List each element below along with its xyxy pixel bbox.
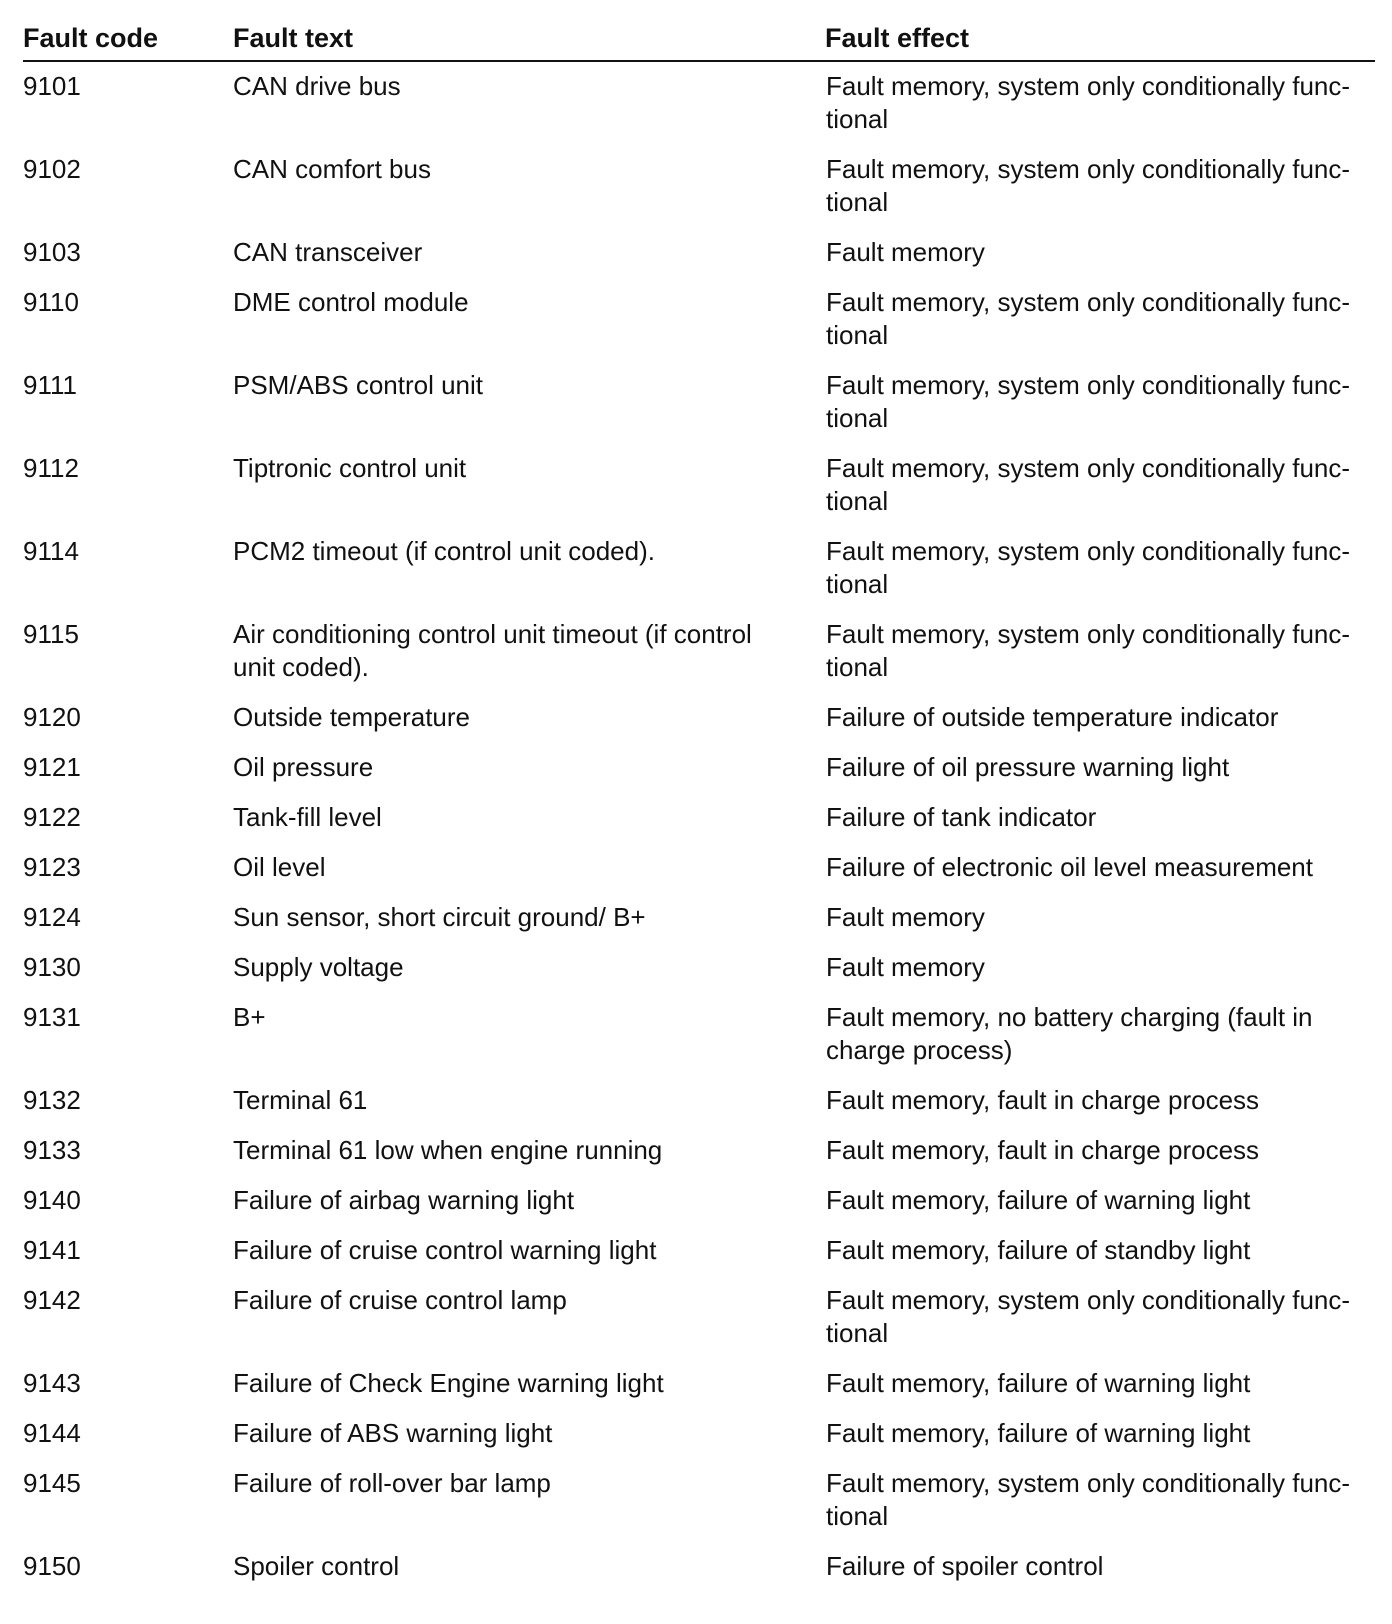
fault-code-cell: 9122 xyxy=(23,802,81,832)
table-row xyxy=(23,943,1375,993)
header-fault-code: Fault code xyxy=(23,23,159,53)
fault-effect-cell xyxy=(826,535,1371,601)
fault-code-cell: 9112 xyxy=(23,453,79,483)
fault-text-cell xyxy=(233,1550,803,1583)
fault-text-line: Failure of Check Engine warning light xyxy=(233,1368,664,1398)
fault-effect-line: tional xyxy=(826,1318,889,1348)
fault-code-cell: 9101 xyxy=(23,71,81,101)
fault-text-line: PSM/ABS control unit xyxy=(233,370,483,400)
fault-text-cell xyxy=(233,236,803,269)
fault-text-line: CAN transceiver xyxy=(233,237,423,267)
table-row xyxy=(23,893,1375,943)
fault-text-cell xyxy=(233,618,803,684)
fault-effect-line: tional xyxy=(826,486,889,516)
fault-text-line: Tank-fill level xyxy=(233,802,382,832)
fault-text-line: CAN drive bus xyxy=(233,71,401,101)
fault-effect-line: Failure of electronic oil level measurement xyxy=(826,852,1313,882)
fault-effect-line: Fault memory, system only conditionally func- xyxy=(826,536,1351,566)
fault-effect-line: tional xyxy=(826,652,889,682)
fault-effect-line: Fault memory, system only conditionally func- xyxy=(826,1285,1351,1315)
fault-text-cell xyxy=(233,452,803,485)
table-row xyxy=(23,444,1375,527)
fault-effect-line: Fault memory xyxy=(826,902,985,932)
fault-effect-line: tional xyxy=(826,104,889,134)
fault-text-cell xyxy=(233,1417,803,1450)
fault-effect-cell xyxy=(826,901,1371,934)
fault-effect-line: Fault memory, system only conditionally func- xyxy=(826,370,1351,400)
fault-text-line: B+ xyxy=(233,1002,266,1032)
fault-effect-line: Fault memory, no battery charging (fault in xyxy=(826,1002,1313,1032)
fault-code-cell: 9142 xyxy=(23,1285,81,1315)
fault-effect-cell xyxy=(826,452,1371,518)
fault-effect-line: Failure of outside temperature indicator xyxy=(826,702,1279,732)
table-row xyxy=(23,693,1375,743)
fault-effect-line: tional xyxy=(826,320,889,350)
fault-text-cell xyxy=(233,1234,803,1267)
fault-text-cell xyxy=(233,1184,803,1217)
fault-text-line: unit coded). xyxy=(233,652,369,682)
fault-effect-line: Failure of tank indicator xyxy=(826,802,1097,832)
table-row xyxy=(23,1076,1375,1126)
fault-effect-cell xyxy=(826,1084,1371,1117)
fault-effect-line: Fault memory, system only conditionally func- xyxy=(826,453,1351,483)
fault-code-cell: 9133 xyxy=(23,1135,81,1165)
fault-code-cell: 9124 xyxy=(23,902,81,932)
fault-code-cell: 9150 xyxy=(23,1551,81,1581)
table-row xyxy=(23,1126,1375,1176)
fault-text-line: Oil level xyxy=(233,852,326,882)
fault-code-cell: 9111 xyxy=(23,370,77,400)
fault-text-line: Tiptronic control unit xyxy=(233,453,467,483)
fault-effect-cell xyxy=(826,1284,1371,1350)
fault-effect-cell xyxy=(826,618,1371,684)
fault-effect-line: Fault memory, failure of warning light xyxy=(826,1368,1251,1398)
fault-text-cell xyxy=(233,701,803,734)
fault-text-line: Terminal 61 xyxy=(233,1085,368,1115)
fault-text-line: Oil pressure xyxy=(233,752,374,782)
table-row xyxy=(23,62,1375,145)
fault-effect-line: tional xyxy=(826,403,889,433)
fault-effect-line: Fault memory, system only conditionally func- xyxy=(826,619,1351,649)
fault-text-cell xyxy=(233,1001,803,1034)
fault-text-line: DME control module xyxy=(233,287,469,317)
fault-effect-cell xyxy=(826,751,1371,784)
fault-effect-cell xyxy=(826,701,1371,734)
fault-code-cell: 9120 xyxy=(23,702,81,732)
fault-text-line: Failure of ABS warning light xyxy=(233,1418,553,1448)
fault-effect-line: Fault memory, fault in charge process xyxy=(826,1135,1260,1165)
fault-code-table xyxy=(23,22,1375,1592)
fault-effect-cell xyxy=(826,951,1371,984)
fault-effect-line: Fault memory xyxy=(826,952,985,982)
fault-code-cell: 9140 xyxy=(23,1185,81,1215)
table-row xyxy=(23,527,1375,610)
fault-effect-line: Fault memory xyxy=(826,237,985,267)
table-header xyxy=(23,22,1375,62)
table-row xyxy=(23,1226,1375,1276)
fault-code-cell: 9115 xyxy=(23,619,79,649)
fault-effect-cell xyxy=(826,369,1371,435)
fault-text-line: Sun sensor, short circuit ground/ B+ xyxy=(233,902,646,932)
fault-effect-line: Fault memory, system only conditionally func- xyxy=(826,71,1351,101)
fault-code-cell: 9132 xyxy=(23,1085,81,1115)
fault-text-cell xyxy=(233,1084,803,1117)
table-body xyxy=(23,62,1375,1592)
fault-text-line: PCM2 timeout (if control unit coded). xyxy=(233,536,655,566)
fault-effect-cell xyxy=(826,1467,1371,1533)
fault-text-cell xyxy=(233,751,803,784)
header-fault-effect: Fault effect xyxy=(825,23,970,53)
fault-text-cell xyxy=(233,1367,803,1400)
table-row xyxy=(23,793,1375,843)
fault-effect-line: Fault memory, failure of warning light xyxy=(826,1185,1251,1215)
fault-text-line: Failure of cruise control lamp xyxy=(233,1285,567,1315)
table-row xyxy=(23,228,1375,278)
table-row xyxy=(23,1176,1375,1226)
fault-text-line: Failure of roll-over bar lamp xyxy=(233,1468,551,1498)
fault-effect-line: Fault memory, system only conditionally func- xyxy=(826,287,1351,317)
fault-effect-cell xyxy=(826,153,1371,219)
fault-text-cell xyxy=(233,535,803,568)
fault-effect-cell xyxy=(826,1550,1371,1583)
fault-effect-line: Fault memory, system only conditionally func- xyxy=(826,154,1351,184)
fault-text-cell xyxy=(233,286,803,319)
fault-effect-cell xyxy=(826,236,1371,269)
fault-text-line: Outside temperature xyxy=(233,702,471,732)
fault-code-cell: 9143 xyxy=(23,1368,81,1398)
fault-effect-line: tional xyxy=(826,569,889,599)
fault-effect-cell xyxy=(826,1001,1371,1067)
fault-effect-cell xyxy=(826,1184,1371,1217)
fault-effect-line: Fault memory, failure of warning light xyxy=(826,1418,1251,1448)
fault-code-cell: 9141 xyxy=(23,1235,81,1265)
fault-effect-line: Failure of spoiler control xyxy=(826,1551,1104,1581)
fault-effect-line: Fault memory, failure of standby light xyxy=(826,1235,1251,1265)
fault-effect-cell xyxy=(826,1134,1371,1167)
fault-effect-line: tional xyxy=(826,187,889,217)
fault-code-cell: 9103 xyxy=(23,237,81,267)
fault-effect-cell xyxy=(826,1234,1371,1267)
table-row xyxy=(23,1409,1375,1459)
fault-effect-cell xyxy=(826,1367,1371,1400)
fault-code-cell: 9145 xyxy=(23,1468,81,1498)
fault-text-line: Supply voltage xyxy=(233,952,404,982)
fault-text-cell xyxy=(233,801,803,834)
table-row xyxy=(23,361,1375,444)
fault-text-line: Failure of cruise control warning light xyxy=(233,1235,657,1265)
table-row xyxy=(23,993,1375,1076)
fault-effect-cell xyxy=(826,1417,1371,1450)
fault-text-cell xyxy=(233,851,803,884)
fault-effect-line: Fault memory, system only conditionally func- xyxy=(826,1468,1351,1498)
fault-effect-cell xyxy=(826,286,1371,352)
table-row xyxy=(23,145,1375,228)
fault-effect-line: tional xyxy=(826,1501,889,1531)
fault-text-cell xyxy=(233,901,803,934)
fault-text-cell xyxy=(233,369,803,402)
table-row xyxy=(23,1459,1375,1542)
fault-code-cell: 9110 xyxy=(23,287,79,317)
fault-code-cell: 9123 xyxy=(23,852,81,882)
table-row xyxy=(23,1542,1375,1592)
fault-text-line: Air conditioning control unit timeout (if control xyxy=(233,619,752,649)
fault-text-cell xyxy=(233,1134,803,1167)
fault-text-cell xyxy=(233,1284,803,1317)
table-row xyxy=(23,743,1375,793)
fault-effect-line: charge process) xyxy=(826,1035,1013,1065)
fault-code-cell: 9130 xyxy=(23,952,81,982)
fault-text-line: Terminal 61 low when engine running xyxy=(233,1135,663,1165)
fault-text-line: CAN comfort bus xyxy=(233,154,431,184)
table-row xyxy=(23,1359,1375,1409)
fault-effect-line: Fault memory, fault in charge process xyxy=(826,1085,1260,1115)
fault-code-cell: 9102 xyxy=(23,154,81,184)
fault-text-cell xyxy=(233,70,803,103)
fault-text-cell xyxy=(233,951,803,984)
fault-text-cell xyxy=(233,153,803,186)
fault-code-cell: 9121 xyxy=(23,752,81,782)
fault-effect-line: Failure of oil pressure warning light xyxy=(826,752,1230,782)
table-row xyxy=(23,278,1375,361)
fault-text-line: Failure of airbag warning light xyxy=(233,1185,575,1215)
fault-text-line: Spoiler control xyxy=(233,1551,400,1581)
table-row xyxy=(23,1276,1375,1359)
fault-code-cell: 9131 xyxy=(23,1002,81,1032)
fault-effect-cell xyxy=(826,801,1371,834)
fault-effect-cell xyxy=(826,851,1371,884)
fault-text-cell xyxy=(233,1467,803,1500)
header-fault-text: Fault text xyxy=(233,23,354,53)
table-row xyxy=(23,843,1375,893)
fault-code-cell: 9144 xyxy=(23,1418,81,1448)
fault-code-cell: 9114 xyxy=(23,536,79,566)
fault-effect-cell xyxy=(826,70,1371,136)
table-row xyxy=(23,610,1375,693)
